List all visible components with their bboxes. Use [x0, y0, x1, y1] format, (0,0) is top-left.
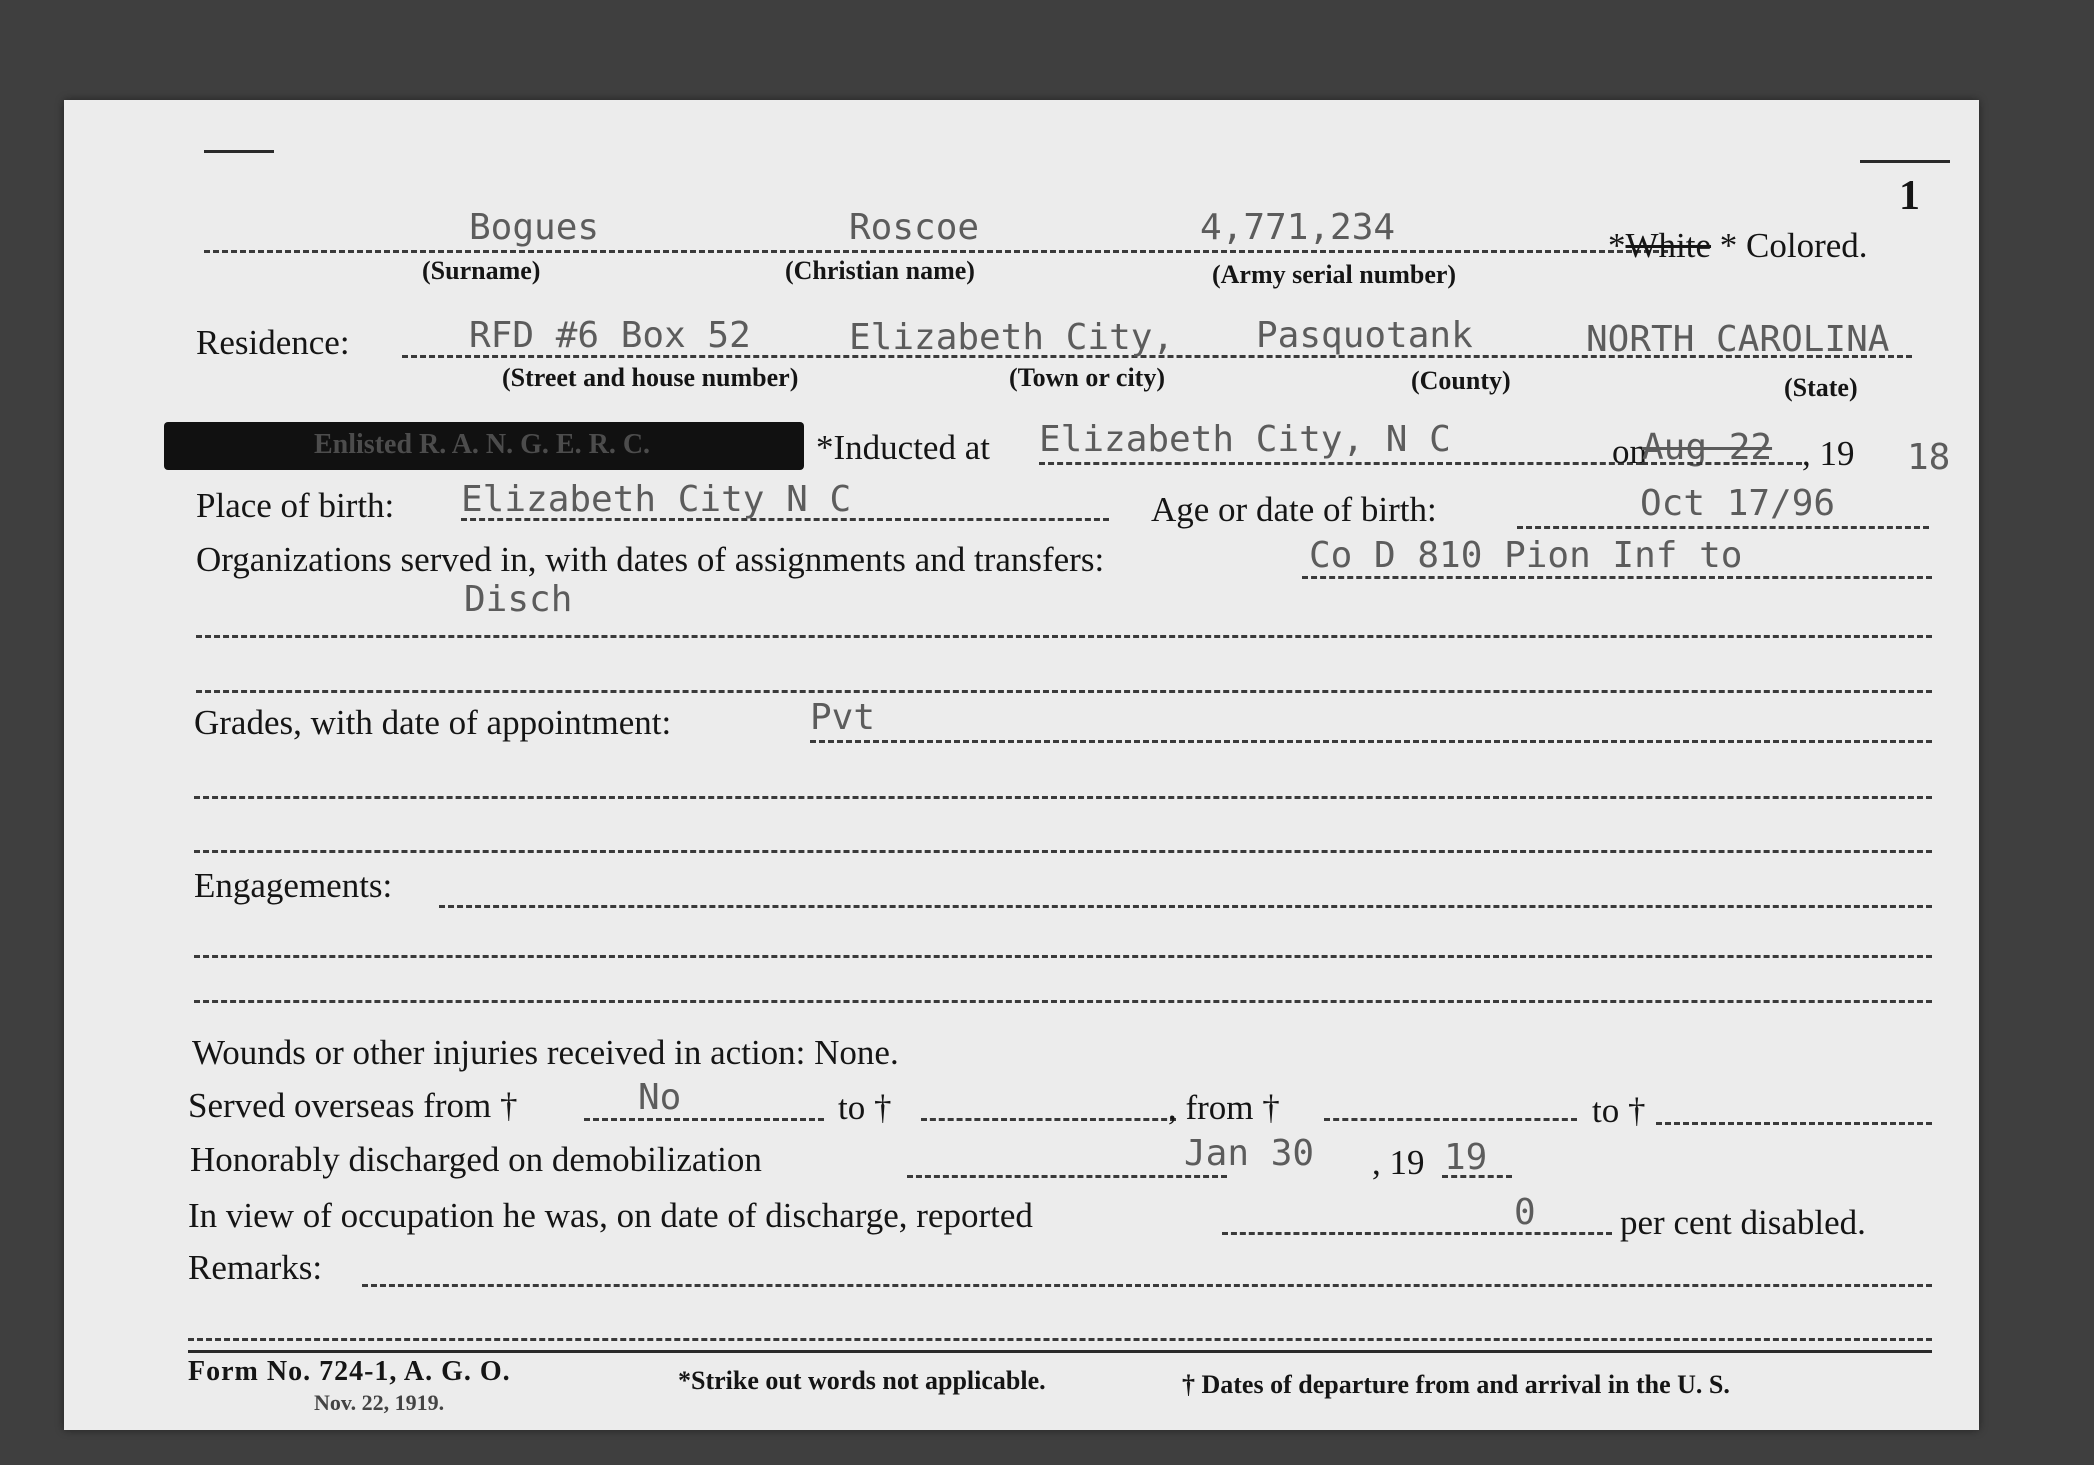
grade-value: Pvt [810, 697, 876, 738]
remarks-line-1 [362, 1284, 1932, 1287]
grades-line-3 [194, 850, 1932, 853]
organizations-value-1: Co D 810 Pion Inf to [1309, 535, 1743, 576]
county-caption: (County) [1411, 366, 1511, 395]
birth-place-value: Elizabeth City N C [461, 479, 852, 520]
inducted-year-prefix: , 19 [1802, 434, 1855, 473]
birth-date-value: Oct 17/96 [1640, 483, 1836, 524]
christian-name-caption: (Christian name) [785, 256, 975, 285]
form-date: Nov. 22, 1919. [314, 1390, 445, 1415]
form-number: Form No. 724-1, A. G. O. [188, 1356, 511, 1387]
name-row-line [204, 250, 1668, 253]
top-left-rule [204, 150, 274, 153]
serial-number-value: 4,771,234 [1200, 207, 1396, 248]
organizations-line-1 [1302, 576, 1932, 579]
overseas-to2-label: to † [1592, 1091, 1646, 1130]
organizations-label: Organizations served in, with dates of assignments and transfers: [196, 540, 1105, 579]
organizations-line-2 [196, 635, 1932, 638]
remarks-line-2 [188, 1338, 1932, 1341]
surname-value: Bogues [469, 207, 600, 248]
disabled-percent-line [1222, 1232, 1612, 1235]
discharge-year-prefix: , 19 [1372, 1143, 1425, 1182]
inducted-place-value: Elizabeth City, N C [1039, 419, 1451, 460]
race-white-struck: White [1625, 226, 1712, 265]
discharge-year-line [1442, 1175, 1512, 1178]
overseas-to-label: to † [838, 1088, 892, 1127]
discharged-label: Honorably discharged on demobilization [190, 1140, 762, 1179]
wounds-label: Wounds or other injuries received in action: None. [192, 1033, 899, 1072]
service-record-card [64, 100, 1979, 1430]
strike-note: *Strike out words not applicable. [678, 1366, 1046, 1395]
remarks-label: Remarks: [188, 1248, 323, 1287]
page-number: 1 [1899, 173, 1920, 219]
age-dob-label: Age or date of birth: [1151, 490, 1437, 529]
overseas-to2-line [1656, 1122, 1932, 1125]
overseas-to-line [921, 1118, 1176, 1121]
discharge-date-value: Jan 30 [1184, 1133, 1315, 1174]
overseas-from-value: No [638, 1077, 682, 1118]
overseas-from-line [584, 1118, 824, 1121]
overseas-from2-line [1324, 1118, 1577, 1121]
inducted-at-label: *Inducted at [816, 428, 990, 467]
county-value: Pasquotank [1256, 315, 1473, 356]
discharge-year-value: 19 [1444, 1137, 1488, 1178]
occupation-label: In view of occupation he was, on date of discharge, reported [188, 1196, 1033, 1235]
town-value: Elizabeth City, [849, 317, 1175, 358]
discharge-date-line [907, 1175, 1227, 1178]
overseas-from2-label: , from † [1168, 1088, 1280, 1127]
residence-label: Residence: [196, 323, 350, 362]
organizations-value-2: Disch [464, 579, 573, 620]
town-caption: (Town or city) [1009, 363, 1165, 392]
christian-name-value: Roscoe [849, 207, 980, 248]
engagements-label: Engagements: [194, 866, 393, 905]
grades-label: Grades, with date of appointment: [194, 703, 672, 742]
grades-line-2 [194, 796, 1932, 799]
inducted-date-line [1642, 462, 1802, 465]
inducted-year-value: 18 [1907, 437, 1951, 478]
footer-rule [188, 1350, 1932, 1353]
dob-line [1517, 526, 1929, 529]
race-colored: Colored. [1746, 226, 1868, 265]
inducted-place-line [1039, 462, 1642, 465]
top-right-rule [1860, 160, 1950, 163]
dates-note: † Dates of departure from and arrival in the U. S. [1182, 1370, 1730, 1399]
organizations-line-3 [196, 690, 1932, 693]
served-overseas-label: Served overseas from † [188, 1086, 518, 1125]
disabled-suffix-label: per cent disabled. [1620, 1203, 1866, 1242]
street-value: RFD #6 Box 52 [469, 315, 751, 356]
engagements-line-1 [439, 905, 1932, 908]
street-caption: (Street and house number) [502, 363, 799, 392]
surname-caption: (Surname) [422, 256, 541, 285]
serial-caption: (Army serial number) [1212, 260, 1457, 289]
grades-line-1 [810, 740, 1932, 743]
place-of-birth-label: Place of birth: [196, 486, 395, 525]
disabled-percent-value: 0 [1514, 1192, 1536, 1233]
state-value: NORTH CAROLINA [1586, 319, 1890, 360]
state-caption: (State) [1784, 373, 1858, 402]
enlisted-label: Enlisted R. A. N. G. E. R. C. [314, 429, 651, 460]
engagements-line-3 [194, 1000, 1932, 1003]
inducted-date-value: Aug 22 [1642, 427, 1773, 468]
race-options: *White * Colored. [1608, 226, 1868, 265]
engagements-line-2 [194, 955, 1932, 958]
redaction-bar [164, 422, 804, 470]
on-label: on [1612, 432, 1647, 471]
